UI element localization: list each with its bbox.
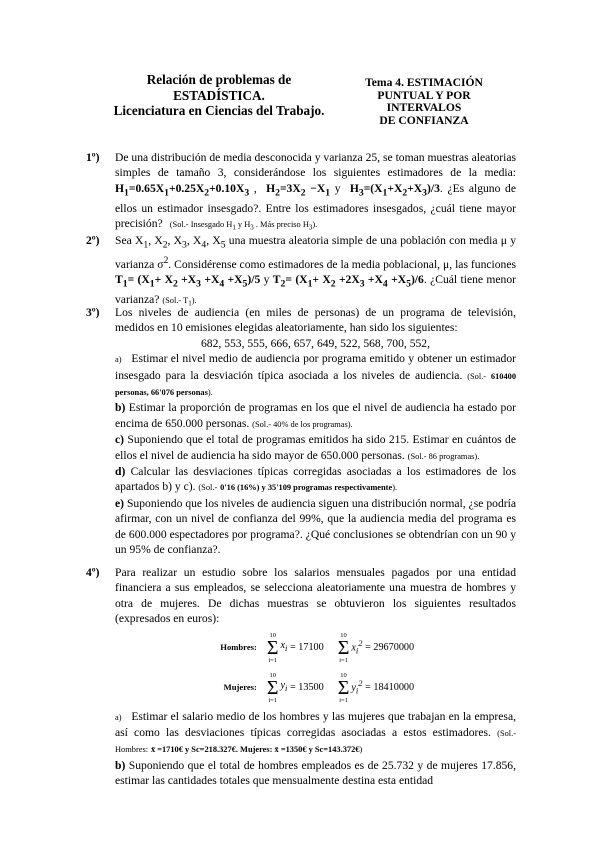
problem-4	[86, 565, 516, 789]
problem-number: 4º)	[86, 566, 100, 579]
document-title	[105, 72, 333, 119]
topic-line-1: Tema 4. ESTIMACIÓN	[365, 76, 483, 89]
problem-number: 1º)	[86, 151, 100, 164]
problem-number: 3º)	[86, 306, 100, 319]
problem-1	[86, 150, 516, 236]
item-a: a) Estimar el salario medio de los hombres y las mujeres que trabajan en la empresa, así como las desviaciones típicas corregidas asociadas a estos estimadores. (Sol.- Hombres: x̄ =1710€ y Sc=218.327€. Mujeres: x̄ =1350€ y Sc=143.372€)	[115, 709, 516, 755]
problem-3	[86, 305, 516, 558]
topic-line-3: DE CONFIANZA	[379, 113, 469, 127]
problem-intro: Para realizar un estudio sobre los salarios mensuales pagados por una entidad financiera a sus empleados, se selecciona aleatoriamente una muestra de hombres y otra de mujeres. De dichas muestras se obtuvieron los siguientes resultados (expresados en euros):	[115, 566, 516, 626]
title-line-1: Relación de problemas de	[146, 72, 292, 87]
problem-text: De una distribución de media desconocida y varianza 25, se toman muestras aleatorias simples de tamaño 3, considerándose los siguientes estimadores de la media: $H_1=0.65X_1+0.25X_2+0.10X_3$ , $H_2=3X_2 -X_1$ y $H_3=(X_1+X_2+X_3)/3$. ¿Es alguno de ellos un estimador insesgado?. Entre los estimadores insesgados, ¿cuál tiene mayor precisión? (Sol.- Insesgado $H_1$ y $H_3$ . Más preciso $H_3$).	[115, 151, 516, 232]
item-b: b) Estimar la proporción de programas en los que el nivel de audiencia ha estado por encima de 650.000 personas. (Sol.- 40% de los programas).	[115, 401, 517, 430]
title-line-2: ESTADÍSTICA.	[173, 87, 265, 103]
problem-2	[86, 233, 516, 312]
sigma-icon: 10 Σ i=1	[337, 671, 350, 704]
item-e: e) Suponiendo que los niveles de audiencia siguen una distribución normal, ¿se podría afirmar, con un nivel de confianza del 99%, que la audiencia media del programa es de 600.000 espectadores por programa?. ¿Qué conclusiones se obtendrían con un 90 y un 95% de confianza?.	[115, 496, 516, 557]
sigma-icon: 10 Σ i=1	[266, 671, 279, 704]
item-b: b) Suponiendo que el total de hombres empleados es de 25.732 y de mujeres 17.856, estimar las cantidades totales que mensualmente destina esta entidad	[115, 758, 516, 788]
item-a: a) Estimar el nivel medio de audiencia por programa emitido y obtener un estimador insesgado para la desviación típica asociada a los niveles de audiencia. (Sol.- 610400 personas, 66'076 personas).	[115, 352, 517, 398]
label-hombres: Hombres:	[220, 641, 257, 652]
estimator-formulas: $H_1=0.65X_1+0.25X_2+0.10X_3$	[115, 181, 250, 199]
title-line-3: Licenciatura en Ciencias del Trabajo.	[113, 103, 325, 118]
data-values: 682, 553, 555, 666, 657, 649, 522, 568, 700, 552,	[201, 336, 430, 350]
problem-intro: Los niveles de audiencia (en miles de personas) de un programa de televisión, medidos en 10 emisiones elegidas aleatoriamente, han sido los siguientes:	[115, 306, 516, 335]
problem-number: 2º)	[86, 234, 100, 247]
problem-text: Sea $X_1$, $X_2$, $X_3$, $X_4$, $X_5$ una muestra aleatoria simple de una población con media μ y varianza $\sigma^2$. Considérense como estimadores de la media poblacional, μ, las funciones $T_1= (X_1+ X_2 +X_3 +X_4 +X_5)/5$ y $T_2= (X_1+ X_2 +2X_3 +X_4 +X_5)/6$. ¿Cuál tiene menor varianza? (Sol.- $T_1$).	[115, 234, 517, 308]
sigma-icon: 10 Σ i=1	[266, 631, 279, 664]
item-c: c) Suponiendo que el total de programas emitidos ha sido 215. Estimar en cuántos de ellos el nivel de audiencia ha sido mayor de 650.000 personas. (Sol.- 86 programas).	[115, 433, 516, 462]
problem-text	[115, 305, 516, 558]
sums-hombres: Hombres: 10 Σ i=1 $x_i$ = 17100 10 Σ i=1 $x_i^2$ = 29670000	[115, 629, 516, 667]
solution: (Sol.- $T_1$).	[162, 295, 197, 308]
topic-title	[348, 77, 500, 127]
sigma-icon: 10 Σ i=1	[337, 631, 350, 664]
label-mujeres: Mujeres:	[223, 681, 257, 692]
sums-mujeres: Mujeres: 10 Σ i=1 $y_i$ = 13500 10 Σ i=1 $y_i^2$ = 18410000	[115, 669, 516, 707]
topic-line-2: PUNTUAL Y POR INTERVALOS	[377, 88, 471, 115]
solution: (Sol.- Insesgado $H_1$ y $H_3$ . Más preciso $H_3$).	[169, 219, 318, 232]
problem-text	[115, 565, 516, 789]
estimator-formulas: $T_1= (X_1+ X_2 +X_3 +X_4 +X_5)/5$	[115, 272, 261, 290]
item-d: d) Calcular las desviaciones típicas corregidas asociadas a los estimadores de los apartados b) y c). (Sol.- 0'16 (16%) y 35'109 programas respectivamente).	[115, 465, 516, 494]
